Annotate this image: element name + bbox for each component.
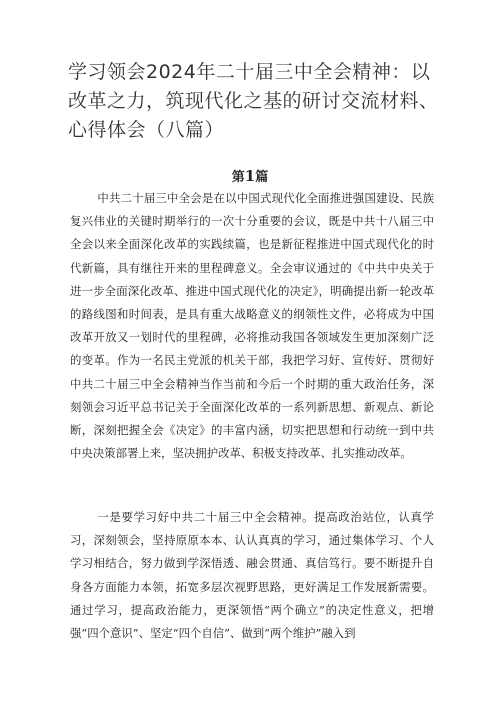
document-title: 学习领会2024年二十届三中全会精神：以改革之力，筑现代化之基的研讨交流材料、心得体会（八篇）	[68, 61, 439, 141]
body-paragraph-1: 中共二十届三中全会是在以中国式现代化全面推进强国建设、民族复兴伟业的关键时期举行的一次十分重要的会议，既是中共十八届三中全会以来全面深化改革的实践续篇，也是新征程推进中国式现代化的时代新篇，具有继往开来的里程碑意义。全会审议通过的《中共中央关于进一步全面深化改革、推进中国式现代化的决定》，明确提出新一轮改革的路线图和时间表，是具有重大战略意义的纲领性文件，必将成为中国改革开放又一划时代的里程碑，必将推动我国各领域发生更加深刻广泛的变革。作为一名民主党派的机关干部，我把学习好、宣传好、贯彻好中共二十届三中全会精神当作当前和今后一个时期的重大政治任务，深刻领会习近平总书记关于全面深化改革的一系列新思想、新观点、新论断，深刻把握全会《决定》的丰富内涵，切实把思想和行动统一到中共中央决策部署上来，坚决拥护改革、积极支持改革、扎实推动改革。	[70, 191, 434, 461]
section-heading-number: 1	[244, 167, 256, 185]
section-heading-prefix: 第	[231, 170, 245, 185]
section-heading	[0, 166, 500, 185]
body-paragraph-2: 一是要学习好中共二十届三中全会精神。提高政治站位，认真学习，深刻领会，坚持原原本本、认认真真的学习，通过集体学习、个人学习相结合，努力做到学深悟透、融会贯通、真信笃行。要不断提升自身各方面能力本领，拓宽多层次视野思路，更好满足工作发展新需要。通过学习，提高政治能力，更深领悟“两个确立”的决定性意义，把增强“四个意识”、坚定“四个自信”、做到“两个维护”融入到	[70, 510, 434, 641]
section-heading-suffix: 篇	[255, 170, 269, 185]
